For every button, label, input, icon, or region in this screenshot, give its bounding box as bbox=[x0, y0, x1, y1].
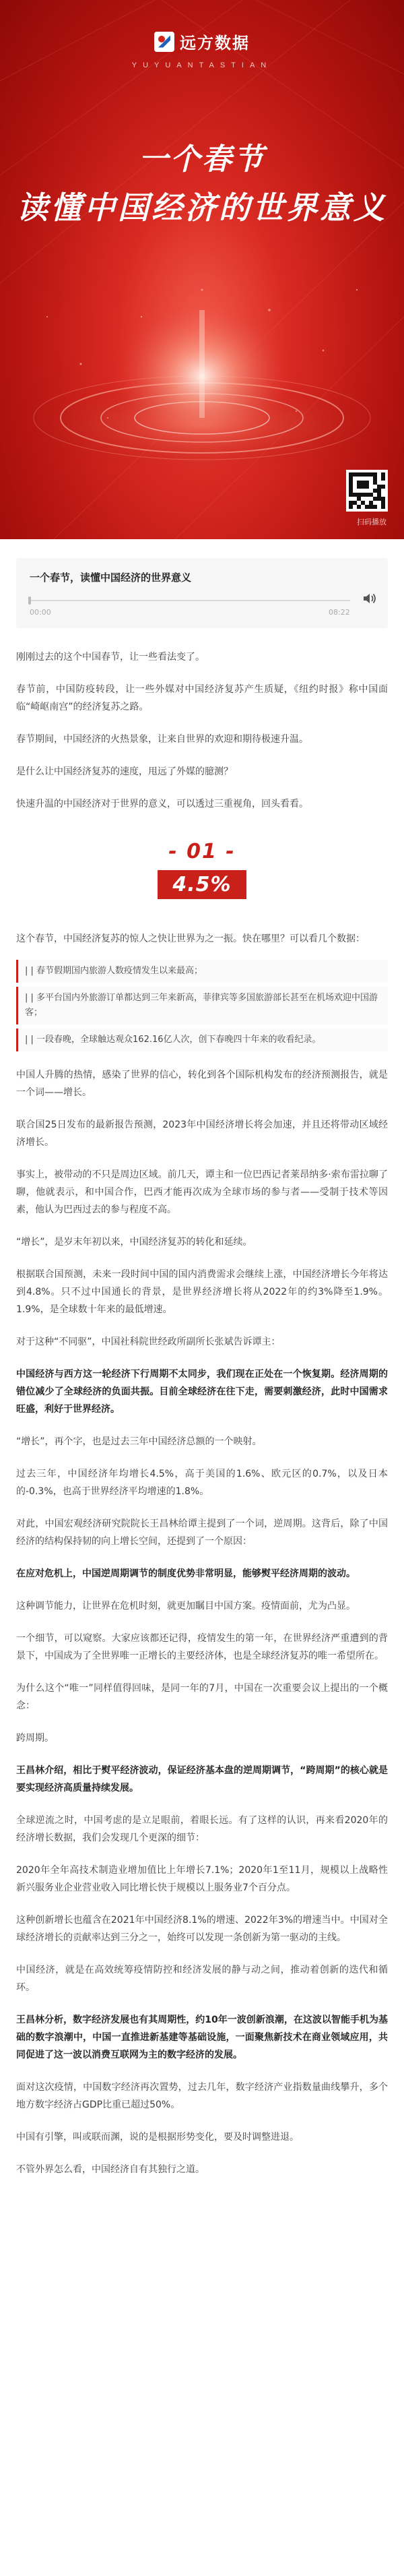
body-paragraph: 全球逆流之时，中国考虑的是立足眼前，着眼长远。有了这样的认识，再来看2020年的经济增长数据，我们会发现几个更深的细节： bbox=[16, 1815, 388, 1843]
emphasis-paragraph: 中国经济与西方这一轮经济下行周期不太同步，我们现在正处在一个恢复期。经济周期的错位减少了全球经济的负面共振。目前全球经济在往下走，需要刺激经济，此时中国需求旺盛，利好于世界经济。 bbox=[16, 1369, 388, 1415]
hero-title bbox=[0, 135, 404, 228]
hero-glow-ring bbox=[0, 283, 404, 526]
body-paragraph: 跨周期。 bbox=[16, 1733, 54, 1744]
data-highlight-item: | | 多平台国内外旅游订单都达到三年来新高，菲律宾等多国旅游部长甚至在机场欢迎中国游客； bbox=[16, 987, 388, 1024]
data-highlight-item: | | 春节假期国内旅游人数疫情发生以来最高； bbox=[16, 960, 388, 983]
emphasis-paragraph: 在应对危机上，中国逆周期调节的制度优势非常明显，能够熨平经济周期的波动。 bbox=[16, 1568, 356, 1579]
audio-progress-handle[interactable] bbox=[28, 596, 31, 605]
section-paragraphs bbox=[16, 1066, 388, 2178]
intro-paragraph: 春节期间，中国经济的火热景象，让来自世界的欢迎和期待极速升温。 bbox=[16, 734, 308, 745]
data-highlight-item: | | 一段春晚，全球触达观众162.16亿人次，创下春晚四十年来的收看纪录。 bbox=[16, 1029, 388, 1051]
section-lead: 这个春节，中国经济复苏的惊人之快让世界为之一振。快在哪里？可以看几个数据： bbox=[16, 933, 365, 944]
intro-paragraph: 快速升温的中国经济对于世界的意义，可以透过三重视角，回头看看。 bbox=[16, 799, 308, 809]
body-paragraph: 2020年全年高技术制造业增加值比上年增长7.1%；2020年1至11月，规模以上战略性新兴服务业企业营业收入同比增长快于规模以上服务业7个百分点。 bbox=[16, 1865, 388, 1893]
article-body bbox=[16, 648, 388, 2193]
hero-banner bbox=[0, 0, 404, 539]
body-paragraph: 为什么这个“唯一”同样值得回味，是同一年的7月，中国在一次重要会议上提出的一个概念： bbox=[16, 1683, 388, 1711]
body-paragraph: 一个细节，可以窥察。大家应该都还记得，疫情发生的第一年，在世界经济严重遭到的背景下，中国成为了全世界唯一正增长的主要经济体，也是全球经济复苏的唯一希望所在。 bbox=[16, 1633, 388, 1661]
emphasis-paragraph: 王昌林介绍，相比于熨平经济波动，保证经济基本盘的逆周期调节，“跨周期”的核心就是要实现经济高质量持续发展。 bbox=[16, 1765, 388, 1793]
hero-title-line2: 读懂中国经济的世界意义 bbox=[17, 189, 387, 226]
audio-play-icon[interactable] bbox=[361, 590, 377, 607]
body-paragraph: 对于这种“不同驱”，中国社科院世经政所副所长张斌告诉谭主： bbox=[16, 1337, 281, 1347]
body-paragraph: 过去三年，中国经济年均增长4.5%，高于美国的1.6%、欧元区的0.7%，以及日本的-0.3%，也高于世界经济平均增速的1.8%。 bbox=[16, 1469, 388, 1497]
qr-code-pattern bbox=[349, 472, 385, 509]
body-paragraph: 面对这次疫情，中国数字经济再次置势，过去几年，数字经济产业指数量曲线攀升，多个地方数字经济占GDP比重已超过50%。 bbox=[16, 2082, 388, 2110]
body-paragraph: 这种创新增长也蕴含在2021年中国经济8.1%的增速、2022年3%的增速当中。中国对全球经济增长的贡献率达到三分之一，始终可以发现一条创新为第一驱动的主线。 bbox=[16, 1915, 388, 1943]
brand-logo-icon bbox=[154, 32, 174, 52]
brand-logo bbox=[0, 30, 404, 69]
brand-subtext: YUYUANTASTIAN bbox=[131, 61, 273, 69]
article-intro bbox=[16, 648, 388, 813]
audio-time-total: 08:22 bbox=[329, 608, 350, 617]
emphasis-paragraph: 王昌林分析，数字经济发展也有其周期性，约10年一波创新浪潮，在这波以智能手机为基础的数字浪潮中，中国一直推进新基建等基础设施，一面聚焦新技术在商业领域应用，共同促进了这一波以消费互联网为主的数字经济的发展。 bbox=[16, 2015, 388, 2060]
body-paragraph: 不管外界怎么看，中国经济自有其独行之道。 bbox=[16, 2164, 205, 2175]
intro-paragraph: 刚刚过去的这个中国春节，让一些看法变了。 bbox=[16, 652, 205, 663]
hero-title-line1: 一个春节 bbox=[139, 142, 265, 177]
body-paragraph: 中国经济，就是在高效统筹疫情防控和经济发展的静与动之间，推动着创新的迭代和循环。 bbox=[16, 1965, 388, 1993]
intro-paragraph: 是什么让中国经济复苏的速度，甩远了外媒的臆测？ bbox=[16, 766, 233, 777]
section-number: - 01 - bbox=[168, 840, 236, 863]
brand-logo-text: 远方数据 bbox=[180, 33, 250, 53]
audio-player bbox=[16, 558, 388, 628]
audio-time-current: 00:00 bbox=[30, 608, 51, 617]
qr-code[interactable] bbox=[346, 470, 388, 512]
body-paragraph: 中国人升腾的热情，感染了世界的信心，转化到各个国际机构发布的经济预测报告，就是一个词——增长。 bbox=[16, 1070, 388, 1098]
qr-caption: 扫码播放 bbox=[357, 518, 386, 526]
body-paragraph: 事实上，被带动的不只是周边区域。前几天，谭主和一位巴西记者莱昂纳多·索布雷拉聊了聊，他就表示，和中国合作，巴西才能再次成为全球市场的参与者——受制于技术等因素，他认为巴西过去的参与程度不高。 bbox=[16, 1169, 388, 1215]
body-paragraph: 这种调节能力，让世界在危机时刻，就更加瞩目中国方案。疫情面前，尤为凸显。 bbox=[16, 1601, 356, 1612]
intro-paragraph: 春节前，中国防疫转段，让一些外媒对中国经济复苏产生质疑，《纽约时报》称中国面临“崎岖南宫”的经济复苏之路。 bbox=[16, 684, 388, 712]
audio-title: 一个春节，读懂中国经济的世界意义 bbox=[30, 572, 192, 584]
data-highlight-list bbox=[16, 960, 388, 1051]
body-paragraph: “增长”，再个字，也是过去三年中国经济总额的一个映射。 bbox=[16, 1436, 262, 1447]
body-paragraph: 根据联合国预测，未来一段时间中国的国内消费需求会继续上涨，中国经济增长今年将达到4.8%。只不过中国通长的背景，是世界经济增长将从2022年的约3%降至1.9%。1.9%，是全球数十年来的最低增速。 bbox=[16, 1269, 388, 1315]
section-marker-01 bbox=[16, 840, 388, 899]
body-paragraph: “增长”，是岁末年初以来，中国经济复苏的转化和延续。 bbox=[16, 1237, 252, 1248]
section-headline-badge: 4.5% bbox=[158, 870, 246, 899]
body-paragraph: 中国有引擎，叫或联而渊，说的是根据形势变化，要及时调整进退。 bbox=[16, 2132, 299, 2143]
body-paragraph: 对此，中国宏观经济研究院院长王昌林给谭主提到了一个词，逆周期。这背后，除了中国经济的结构保持韧的向上增长空间，还提到了一个原因： bbox=[16, 1519, 388, 1547]
body-paragraph: 联合国25日发布的最新报告预测，2023年中国经济增长将会加速，并且还将带动区域经济增长。 bbox=[16, 1120, 388, 1148]
audio-progress-track[interactable] bbox=[30, 600, 350, 601]
